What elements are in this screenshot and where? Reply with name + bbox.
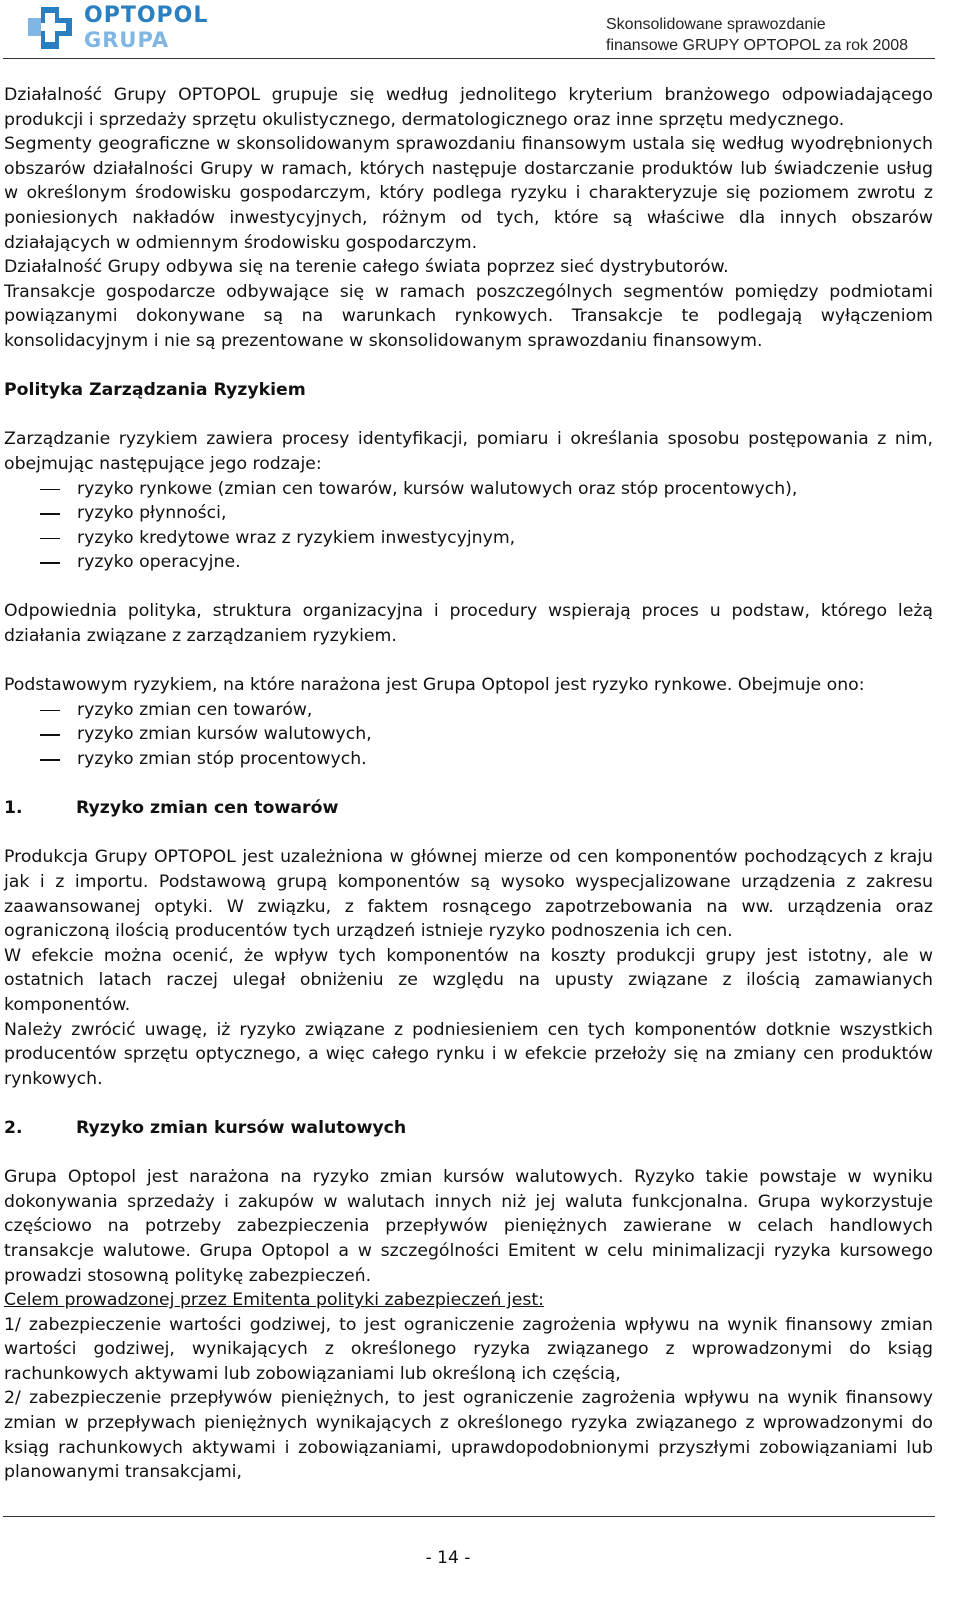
document-title-line1: Skonsolidowane sprawozdanie [606, 16, 826, 33]
section-2-title: Ryzyko zmian kursów walutowych [76, 1117, 407, 1138]
list-item: ryzyko zmian kursów walutowych, [4, 722, 933, 747]
page-number: - 14 - [425, 1548, 471, 1568]
hedging-goal-1: 1/ zabezpieczenie wartości godziwej, to jest ograniczenie zagrożenia wpływu na wynik finansowy zmian wartości godziwej, wynikających z określonego ryzyka związanego z wprowadzonymi do ksiąg rachunkowych aktywami lub zobowiązaniami lub określoną ich częścią, [4, 1314, 933, 1384]
hedging-goal-label: Celem prowadzonej przez Emitenta polityki zabezpieczeń jest: [4, 1290, 544, 1311]
risk-policy-heading: Polityka Zarządzania Ryzykiem [4, 380, 306, 401]
logo-brand-text: OPTOPOL [84, 3, 209, 28]
list-item: ryzyko rynkowe (zmian cen towarów, kursów walutowych oraz stóp procentowych), [4, 477, 933, 502]
risk-policy-paragraph-1: Zarządzanie ryzykiem zawiera procesy identyfikacji, pomiaru i określania sposobu postępowania z nim, obejmując następujące jego rodzaje: [4, 429, 933, 474]
list-item: ryzyko płynności, [4, 501, 933, 526]
list-item: ryzyko operacyjne. [4, 550, 933, 575]
market-risks-list [4, 698, 933, 772]
footer-divider [3, 1516, 935, 1517]
risk-policy-paragraph-2: Odpowiednia polityka, struktura organizacyjna i procedury wspierają proces u podstaw, którego leżą działania związane z zarządzaniem ryzykiem. [4, 601, 933, 647]
section-2-number: 2. [4, 1117, 23, 1138]
risk-policy-paragraph-3: Podstawowym ryzykiem, na które narażona jest Grupa Optopol jest ryzyko rynkowe. Obejmuje ono: [4, 675, 865, 696]
risk-types-list [4, 477, 933, 575]
section-1-number: 1. [4, 798, 23, 819]
list-item: ryzyko zmian cen towarów, [4, 698, 933, 723]
intro-paragraph-4: Transakcje gospodarcze odbywające się w ramach poszczególnych segmentów pomiędzy podmiotami powiązanymi dokonywane są na warunkach rynkowych. Transakcje te podlegają wyłączeniom konsolidacyjnym i nie są prezentowane w skonsolidowanym sprawozdaniu finansowym. [4, 281, 933, 351]
document-title [606, 14, 936, 56]
intro-paragraph-1: Działalność Grupy OPTOPOL grupuje się według jednolitego kryterium branżowego odpowiadającego produkcji i sprzedaży sprzętu okulistycznego, dermatologicznego oraz inne sprzętu medycznego. [4, 85, 933, 130]
list-item: ryzyko kredytowe wraz z ryzykiem inwestycyjnym, [4, 526, 933, 551]
optopol-logo [26, 3, 226, 53]
section-2-paragraph-1: Grupa Optopol jest narażona na ryzyko zmian kursów walutowych. Ryzyko takie powstaje w wyniku dokonywania sprzedaży i zakupów w walutach innych niż jej waluta funkcjonalna. Grupa wykorzystuje częściowo na potrzeby zabezpieczenia przepływów pieniężnych zawierane w celach handlowych transakcje walutowe. Grupa Optopol a w szczególności Emitent w celu minimalizacji ryzyka kursowego prowadzi stosowną politykę zabezpieczeń. [4, 1167, 933, 1286]
hedging-goal-2: 2/ zabezpieczenie przepływów pieniężnych, to jest ograniczenie zagrożenia wpływu na wynik finansowy zmian w przepływach pieniężnych wynikających z określonego ryzyka związanego z wprowadzonymi do ksiąg rachunkowych aktywami i zobowiązaniami, uprawdopodobnionymi przyszłymi zobowiązaniami lub planowanymi transakcjami, [4, 1388, 933, 1483]
intro-paragraph-3: Działalność Grupy odbywa się na terenie całego świata poprzez sieć dystrybutorów. [4, 257, 729, 278]
section-1-paragraph-2: W efekcie można ocenić, że wpływ tych komponentów na koszty produkcji grupy jest istotny, ale w ostatnich latach raczej ulegał obniżeniu ze względu na upusty związane z ilością zamawianych komponentów. [4, 945, 933, 1015]
list-item: ryzyko zmian stóp procentowych. [4, 747, 933, 772]
intro-paragraph-2: Segmenty geograficzne w skonsolidowanym sprawozdaniu finansowym ustala się według wyodrębnionych obszarów działalności Grupy w ramach, których następuje dostarczanie produktów lub świadczenie usług w określonym środowisku gospodarczym, który podlega ryzyku i charakteryzuje się poziomem zwrotu z poniesionych nakładów inwestycyjnych, różnym od tych, które są właściwe dla innych obszarów działających w odmiennym środowisku gospodarczym. [4, 134, 933, 253]
section-2-heading [4, 1116, 933, 1141]
logo-sub-text: GRUPA [84, 28, 170, 52]
header-divider [3, 58, 935, 59]
optopol-cross-icon [26, 5, 76, 51]
section-1-paragraph-3: Należy zwrócić uwagę, iż ryzyko związane z podniesieniem cen tych komponentów dotknie wszystkich producentów sprzętu optycznego, a więc całego rynku i w efekcie przełoży się na zmiany cen produktów rynkowych. [4, 1019, 933, 1089]
document-title-line2: finansowe GRUPY OPTOPOL za rok 2008 [606, 37, 909, 54]
section-1-paragraph-1: Produkcja Grupy OPTOPOL jest uzależniona w głównej mierze od cen komponentów pochodzących z kraju jak i z importu. Podstawową grupą komponentów są wysoko wyspecjalizowane urządzenia z zakresu zaawansowanej optyki. W związku, z faktem rosnącego zapotrzebowania na ww. urządzenia oraz ograniczoną ilością producentów tych urządzeń istnieje ryzyko podnoszenia ich cen. [4, 847, 933, 942]
document-body [4, 83, 933, 1485]
page-header [0, 0, 960, 60]
section-1-title: Ryzyko zmian cen towarów [76, 798, 339, 819]
section-1-heading [4, 796, 933, 821]
